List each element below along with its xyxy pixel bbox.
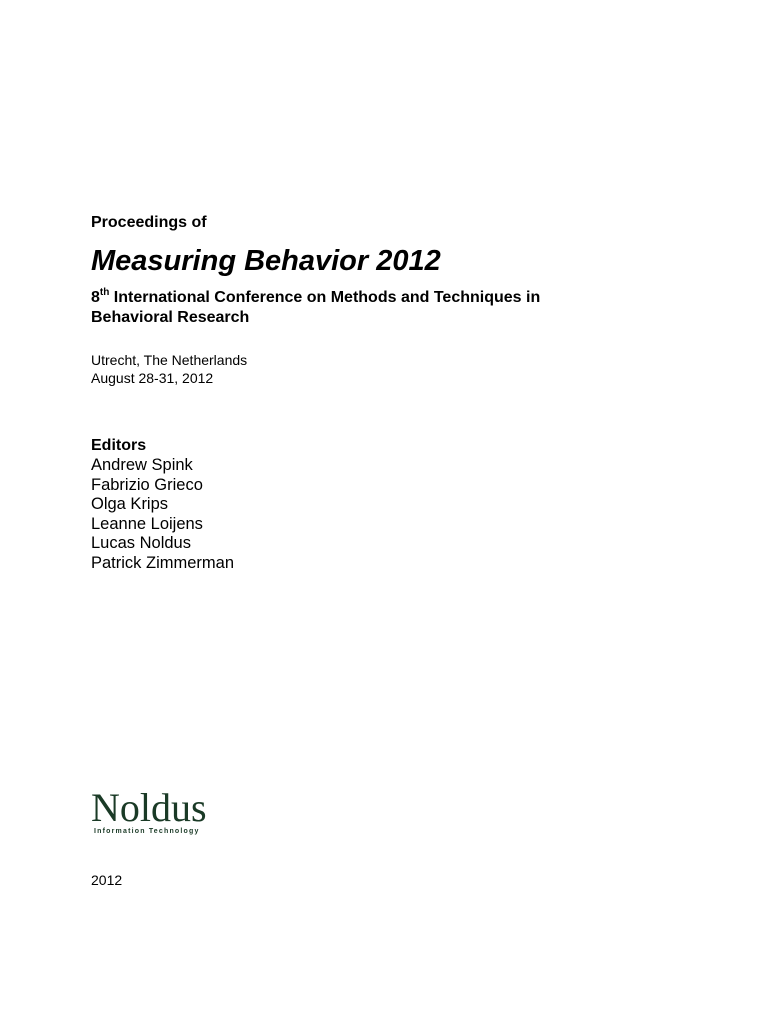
conference-location — [91, 351, 247, 387]
publication-year: 2012 — [91, 872, 123, 888]
ordinal-suffix: th — [99, 286, 110, 298]
conference-subtitle — [91, 288, 651, 328]
subtitle-line-2: Behavioral Research — [91, 309, 250, 326]
location-dates: August 28-31, 2012 — [91, 370, 214, 386]
noldus-logo — [91, 786, 231, 842]
editor-name: Leanne Loijens — [91, 514, 203, 533]
editor-name: Lucas Noldus — [91, 534, 191, 553]
editors-heading: Editors — [91, 437, 147, 454]
editors-list — [91, 456, 234, 574]
editor-name: Andrew Spink — [91, 456, 193, 474]
logo-wordmark: Noldus — [91, 785, 207, 830]
editor-name: Olga Krips — [91, 495, 169, 514]
ordinal-number: 8 — [91, 289, 100, 306]
location-place: Utrecht, The Netherlands — [91, 352, 248, 368]
document-title: Measuring Behavior 2012 — [91, 245, 441, 277]
editor-name: Patrick Zimmerman — [91, 553, 235, 572]
editor-name: Fabrizio Grieco — [91, 475, 203, 494]
subtitle-line-1: International Conference on Methods and Techniques in — [109, 289, 541, 306]
proceedings-label: Proceedings of — [91, 214, 207, 231]
logo-tagline: Information Technology — [94, 828, 200, 835]
